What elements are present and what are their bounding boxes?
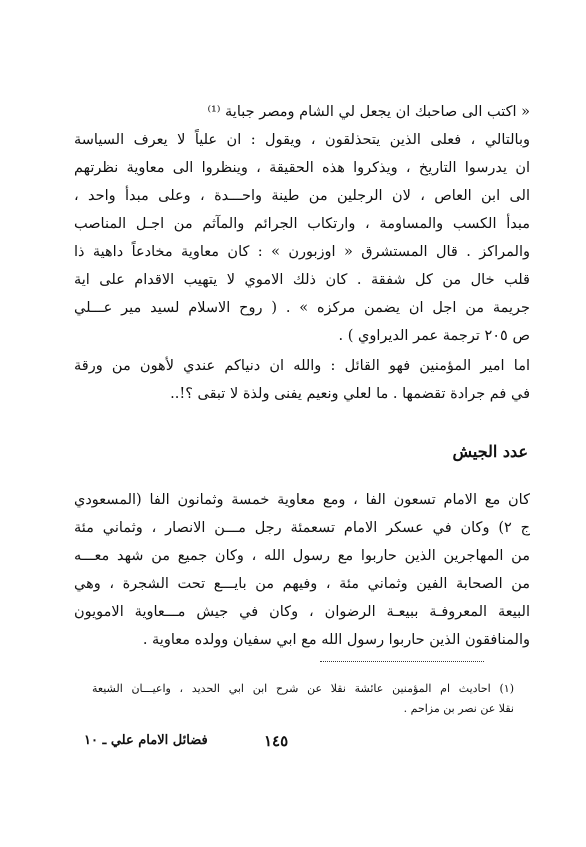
text-line: كان مع الامام تسعون الفا ، ومع معاوية خمسة وثمانون الفا (المسعودي	[74, 492, 530, 508]
footnote-line: (١) احاديث ام المؤمنين عائشة نقلا عن شرح ابن ابي الحديد ، واعيـــان الشيعة	[92, 682, 514, 695]
footnote-divider	[320, 661, 484, 662]
text-line: والمنافقون الذين حاربوا رسول الله مع ابي سفيان وولده معاوية .	[142, 632, 530, 648]
text-line: الى ابن العاص ، لان الرجلين من طينة واحـــدة ، وعلى مبدأ واحد ،	[74, 188, 530, 204]
text-line: ان يدرسوا التاريخ ، ويذكروا هذه الحقيقة ، وينظروا الى معاوية نظرتهم	[74, 160, 530, 176]
text-line: ص ٢٠٥ ترجمة عمر الديراوي ) .	[338, 328, 530, 344]
text-line: من الصحابة الفين وثماني مئة ، وفيهم من بايـــع تحت الشجرة ، وهي	[74, 576, 530, 592]
running-footer: فضائل الامام علي ـ ١٠	[84, 733, 208, 748]
section-heading: عدد الجيش	[452, 442, 528, 461]
text-line: « اكتب الى صاحبك ان يجعل لي الشام ومصر جباية ⁽¹⁾	[207, 104, 530, 120]
text-line: ج ٢) وكان في عسكر الامام تسعمئة رجل مـــن الانصار ، وثماني مئة	[74, 520, 530, 536]
text-line: جريمة من اجل ان يضمن مركزه » . ( روح الاسلام لسيد مير عـــلي	[74, 300, 530, 316]
paragraph-1	[74, 98, 530, 350]
text-line: والمراكز . قال المستشرق « اوزبورن » : كان معاوية مخادعاً داهية ذا	[74, 244, 530, 260]
footnote-line: نقلا عن نصر بن مزاحم .	[403, 702, 514, 715]
text-line: البيعة المعروفـة ببيعـة الرضوان ، وكان في جيش مـــعاوية الامويون	[74, 604, 530, 620]
text-line: اما امير المؤمنين فهو القائل : والله ان دنياكم عندي لأهون من ورقة	[74, 358, 530, 374]
text-line: مبدأ الكسب والمساومة ، وارتكاب الجرائم والمآثم من اجـل المناصب	[74, 216, 530, 232]
paragraph-2	[74, 352, 530, 408]
paragraph-3	[74, 486, 530, 654]
text-line: قلب خال من كل شفقة . كان ذلك الاموي لا يتهيب الاقدام على اية	[74, 272, 530, 288]
text-line: وبالتالي ، فعلى الذين يتحذلقون ، ويقول : ان علياً لا يعرف السياسة	[74, 132, 530, 148]
page-number: ١٤٥	[264, 732, 289, 750]
text-line: في فم جرادة تقضمها . ما لعلي ونعيم يفنى ولذة لا تبقى ؟!..	[170, 386, 530, 402]
text-line: من المهاجرين الذين حاربوا مع رسول الله ، وكان جميع من شهد معـــه	[74, 548, 530, 564]
